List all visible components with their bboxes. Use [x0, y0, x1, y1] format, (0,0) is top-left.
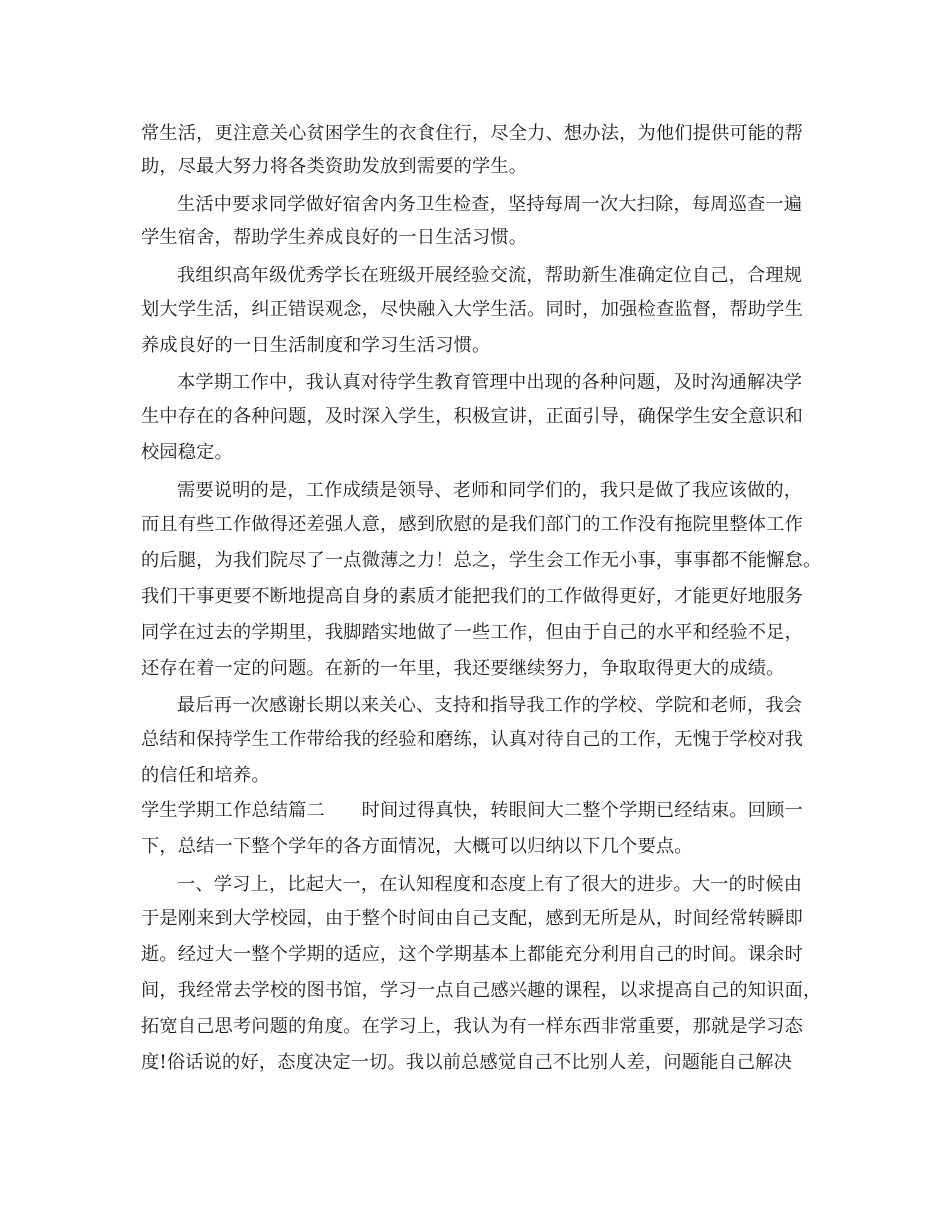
section-heading-line: 学生学期工作总结篇二 时间过得真快，转眼间大二整个学期已经结束。回顾一 [141, 800, 803, 821]
text-line: 校园稳定。 [141, 442, 233, 463]
text-line: 常生活，更注意关心贫困学生的衣食住行，尽全力、想办法，为他们提供可能的帮 [141, 123, 803, 144]
text-line: 的信任和培养。 [141, 765, 270, 786]
text-line: 而且有些工作做得还差强人意，感到欣慰的是我们部门的工作没有拖院里整体工作 [141, 514, 803, 535]
paragraph-first-line: 最后再一次感谢长期以来关心、支持和指导我工作的学校、学院和老师，我会 [177, 695, 803, 716]
paragraph-first-line: 需要说明的是，工作成绩是领导、老师和同学们的，我只是做了我应该做的， [177, 480, 803, 501]
paragraph-first-line: 我组织高年级优秀学长在班级开展经验交流，帮助新生准确定位自己，合理规 [177, 265, 803, 286]
text-line: 划大学生活，纠正错误观念，尽快融入大学生活。同时，加强检查监督，帮助学生 [141, 299, 803, 320]
paragraph-first-line: 一、学习上，比起大一，在认知程度和态度上有了很大的进步。大一的时候由 [177, 874, 803, 895]
text-line: 间，我经常去学校的图书馆，学习一点自己感兴趣的课程，以求提高自己的知识面， [141, 980, 822, 1001]
text-line: 生中存在的各种问题，及时深入学生，积极宣讲，正面引导，确保学生安全意识和 [141, 406, 803, 427]
text-line: 的后腿，为我们院尽了一点微薄之力！总之，学生会工作无小事，事事都不能懈怠。 [141, 550, 822, 571]
text-line: 于是刚来到大学校园，由于整个时间由自己支配，感到无所是从，时间经常转瞬即 [141, 908, 803, 929]
text-line: 拓宽自己思考问题的角度。在学习上，我认为有一样东西非常重要，那就是学习态 [141, 1016, 803, 1037]
text-line: 逝。经过大一整个学期的适应，这个学期基本上都能充分利用自己的时间。课余时 [141, 944, 803, 965]
text-line: 我们干事更要不断地提高自身的素质才能把我们的工作做得更好，才能更好地服务 [141, 586, 803, 607]
text-line: 还存在着一定的问题。在新的一年里，我还要继续努力，争取取得更大的成绩。 [141, 658, 785, 679]
paragraph-first-line: 本学期工作中，我认真对待学生教育管理中出现的各种问题，及时沟通解决学 [177, 372, 803, 393]
text-line: 同学在过去的学期里，我脚踏实地做了一些工作，但由于自己的水平和经验不足， [141, 622, 803, 643]
text-line: 总结和保持学生工作带给我的经验和磨练，认真对待自己的工作，无愧于学校对我 [141, 729, 803, 750]
text-line: 学生宿舍，帮助学生养成良好的一日生活习惯。 [141, 227, 528, 248]
text-line: 度!俗话说的好，态度决定一切。我以前总感觉自己不比别人差，问题能自己解决 [141, 1052, 793, 1073]
text-line: 下，总结一下整个学年的各方面情况，大概可以归纳以下几个要点。 [141, 836, 693, 857]
paragraph-first-line: 生活中要求同学做好宿舍内务卫生检查，坚持每周一次大扫除，每周巡查一遍 [177, 194, 803, 215]
text-line: 养成良好的一日生活制度和学习生活习惯。 [141, 335, 491, 356]
text-line: 助，尽最大努力将各类资助发放到需要的学生。 [141, 156, 528, 177]
